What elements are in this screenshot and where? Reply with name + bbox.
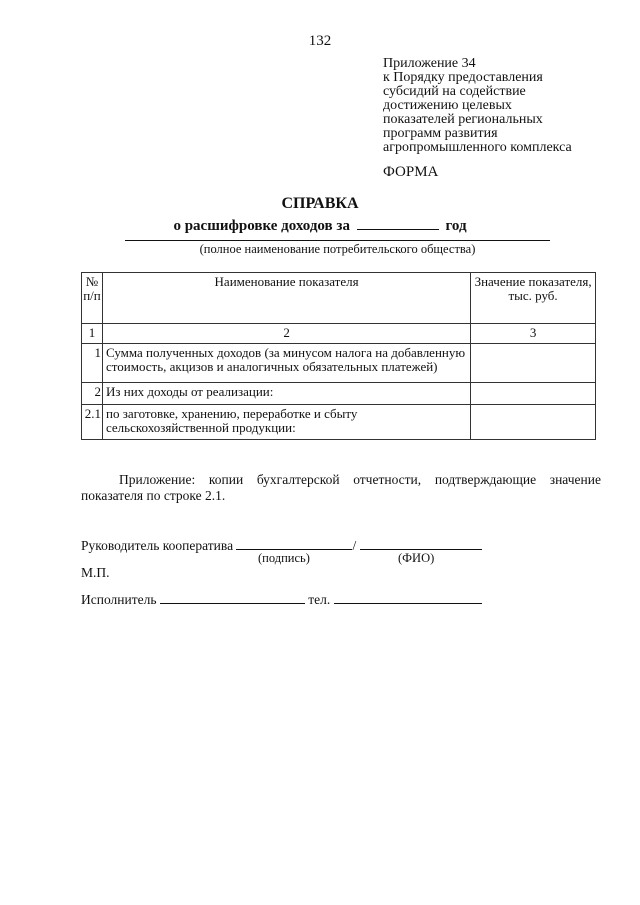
header-indicator-name: Наименование показателя: [102, 273, 470, 324]
column-number: 1: [82, 324, 103, 344]
table-row: [82, 344, 596, 383]
signature-field[interactable]: [236, 537, 352, 550]
phone-field[interactable]: [334, 591, 482, 604]
appendix-line: к Порядку предоставления: [383, 70, 543, 85]
attachment-note: Приложение: копии бухгалтерской отчетности, подтверждающие значение показателя по строке 2.1.: [81, 472, 601, 503]
row-indicator-name: по заготовке, хранению, переработке и сбыту сельскохозяйственной продукции:: [102, 405, 470, 440]
fio-caption: (ФИО): [398, 551, 435, 565]
row-value-cell[interactable]: [471, 405, 596, 440]
header-indicator-value: Значение показателя, тыс. руб.: [471, 273, 596, 324]
row-number: 1: [82, 344, 103, 383]
page-number: 132: [308, 33, 332, 49]
row-number: 2: [82, 383, 103, 405]
subtitle-suffix: год: [445, 218, 467, 234]
row-value-cell[interactable]: [471, 344, 596, 383]
appendix-line: субсидий на содействие: [383, 84, 526, 99]
row-number: 2.1: [82, 405, 103, 440]
table-numbering-row: [82, 324, 596, 344]
appendix-line: программ развития: [383, 126, 498, 141]
appendix-line: показателей региональных: [383, 112, 543, 127]
phone-label: тел.: [308, 592, 331, 607]
subtitle-prefix: о расшифровке доходов за: [173, 218, 350, 234]
executor-row: [81, 591, 482, 608]
executor-name-field[interactable]: [160, 591, 305, 604]
table-row: [82, 383, 596, 405]
form-label: ФОРМА: [383, 164, 439, 180]
header-number: № п/п: [82, 273, 103, 324]
signature-separator: /: [352, 538, 357, 553]
seal-placeholder: М.П.: [81, 565, 110, 580]
executor-label: Исполнитель: [81, 592, 157, 607]
table-header-row: [82, 273, 596, 324]
document-subtitle: [0, 215, 640, 235]
appendix-header: [383, 57, 623, 155]
appendix-line: Приложение 34: [383, 56, 476, 71]
row-value-cell[interactable]: [471, 383, 596, 405]
appendix-line: достижению целевых: [383, 98, 512, 113]
signature-label: Руководитель кооператива: [81, 538, 234, 553]
organization-caption: (полное наименование потребительского общества): [199, 242, 476, 256]
row-indicator-name: Сумма полученных доходов (за минусом налога на добавленную стоимость, акцизов и аналогичных обязательных платежей): [102, 344, 470, 383]
year-blank-field[interactable]: [357, 215, 439, 230]
signature-caption: (подпись): [258, 551, 310, 565]
table-row: [82, 405, 596, 440]
organization-name-field[interactable]: [125, 240, 550, 241]
column-number: 3: [471, 324, 596, 344]
fio-field[interactable]: [360, 537, 482, 550]
indicator-table: [81, 272, 596, 440]
column-number: 2: [102, 324, 470, 344]
row-indicator-name: Из них доходы от реализации:: [102, 383, 470, 405]
document-title: СПРАВКА: [281, 195, 359, 212]
appendix-line: агропромышленного комплекса: [383, 140, 572, 155]
